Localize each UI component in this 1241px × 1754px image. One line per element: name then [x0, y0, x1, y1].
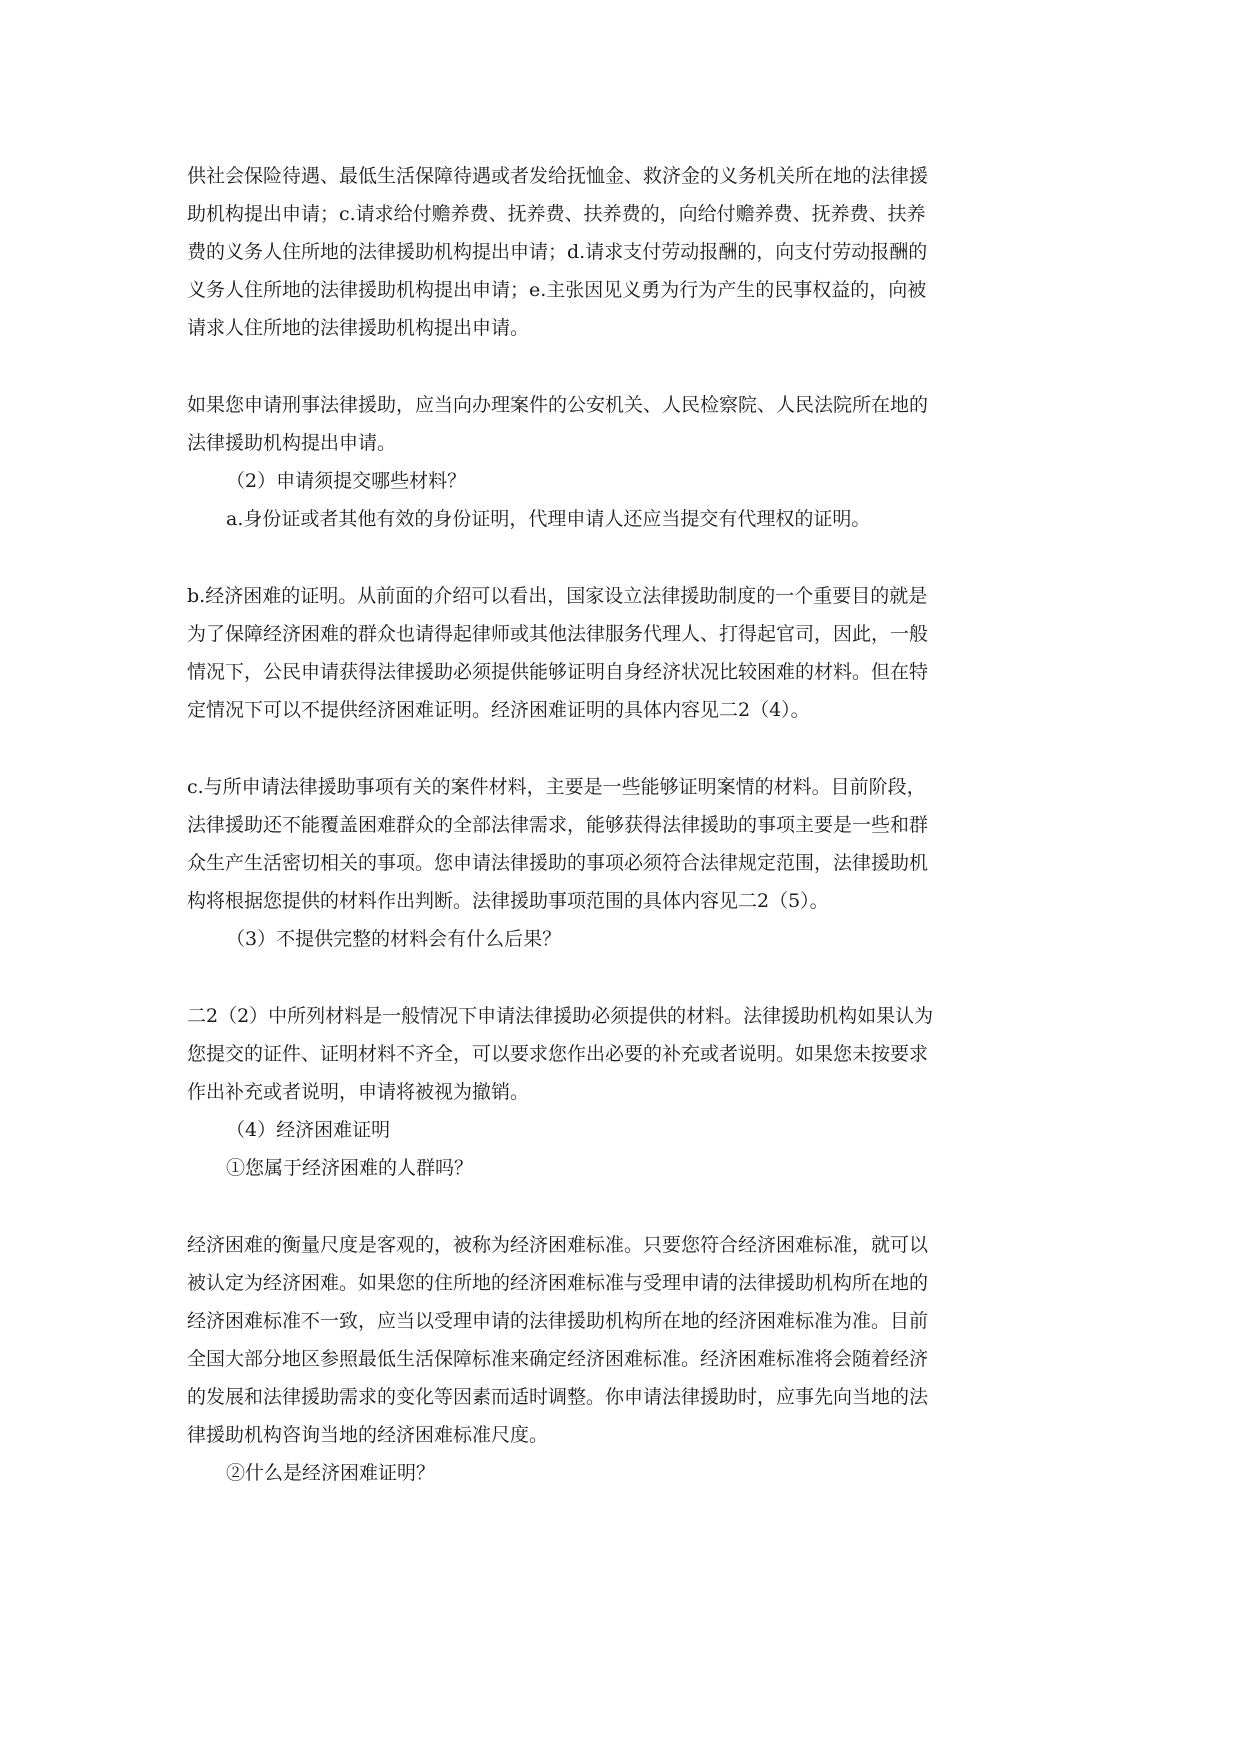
text-line: 义务人住所地的法律援助机构提出申请；e.主张因见义勇为行为产生的民事权益的，向被 — [187, 279, 927, 301]
sub-heading: ①您属于经济困难的人群吗？ — [226, 1157, 474, 1179]
text-line: 助机构提出申请；c.请求给付赡养费、抚养费、扶养费的，向给付赡养费、抚养费、扶养 — [187, 203, 926, 225]
text-line: 法律援助机构提出申请。 — [187, 432, 397, 454]
text-line: 经济困难的衡量尺度是客观的，被称为经济困难标准。只要您符合经济困难标准，就可以 — [187, 1234, 929, 1256]
text-line: 法律援助还不能覆盖困难群众的全部法律需求，能够获得法律援助的事项主要是一些和群 — [187, 814, 929, 836]
sub-heading: ②什么是经济困难证明？ — [226, 1462, 436, 1484]
text-line: b.经济困难的证明。从前面的介绍可以看出，国家设立法律援助制度的一个重要目的就是 — [187, 585, 928, 607]
text-line: 费的义务人住所地的法律援助机构提出申请；d.请求支付劳动报酬的，向支付劳动报酬的 — [187, 241, 928, 263]
text-line: a.身份证或者其他有效的身份证明，代理申请人还应当提交有代理权的证明。 — [226, 508, 871, 530]
text-line: 二2（2）中所列材料是一般情况下申请法律援助必须提供的材料。法律援助机构如果认为 — [187, 1005, 934, 1027]
text-line: 构将根据您提供的材料作出判断。法律援助事项范围的具体内容见二2（5）。 — [187, 890, 829, 912]
section-heading: （3）不提供完整的材料会有什么后果？ — [226, 928, 562, 950]
text-line: 请求人住所地的法律援助机构提出申请。 — [187, 317, 530, 339]
section-heading: （4）经济困难证明 — [226, 1119, 391, 1141]
text-line: 全国大部分地区参照最低生活保障标准来确定经济困难标准。经济困难标准将会随着经济 — [187, 1348, 929, 1370]
text-line: 的发展和法律援助需求的变化等因素而适时调整。你申请法律援助时，应事先向当地的法 — [187, 1386, 929, 1408]
text-line: c.与所申请法律援助事项有关的案件材料，主要是一些能够证明案情的材料。目前阶段， — [187, 776, 926, 798]
text-line: 为了保障经济困难的群众也请得起律师或其他法律服务代理人、打得起官司，因此，一般 — [187, 623, 929, 645]
text-line: 情况下，公民申请获得法律援助必须提供能够证明自身经济状况比较困难的材料。但在特 — [187, 661, 929, 683]
text-line: 您提交的证件、证明材料不齐全，可以要求您作出必要的补充或者说明。如果您未按要求 — [187, 1043, 929, 1065]
text-line: 作出补充或者说明，申请将被视为撤销。 — [187, 1081, 530, 1103]
text-line: 被认定为经济困难。如果您的住所地的经济困难标准与受理申请的法律援助机构所在地的 — [187, 1272, 929, 1294]
text-line: 律援助机构咨询当地的经济困难标准尺度。 — [187, 1424, 549, 1446]
text-line: 众生产生活密切相关的事项。您申请法律援助的事项必须符合法律规定范围，法律援助机 — [187, 852, 929, 874]
text-line: 供社会保险待遇、最低生活保障待遇或者发给抚恤金、救济金的义务机关所在地的法律援 — [187, 165, 929, 187]
text-line: 如果您申请刑事法律援助，应当向办理案件的公安机关、人民检察院、人民法院所在地的 — [187, 394, 929, 416]
text-line: 经济困难标准不一致，应当以受理申请的法律援助机构所在地的经济困难标准为准。目前 — [187, 1310, 929, 1332]
text-line: 定情况下可以不提供经济困难证明。经济困难证明的具体内容见二2（4）。 — [187, 699, 810, 721]
section-heading: （2）申请须提交哪些材料？ — [226, 470, 467, 492]
